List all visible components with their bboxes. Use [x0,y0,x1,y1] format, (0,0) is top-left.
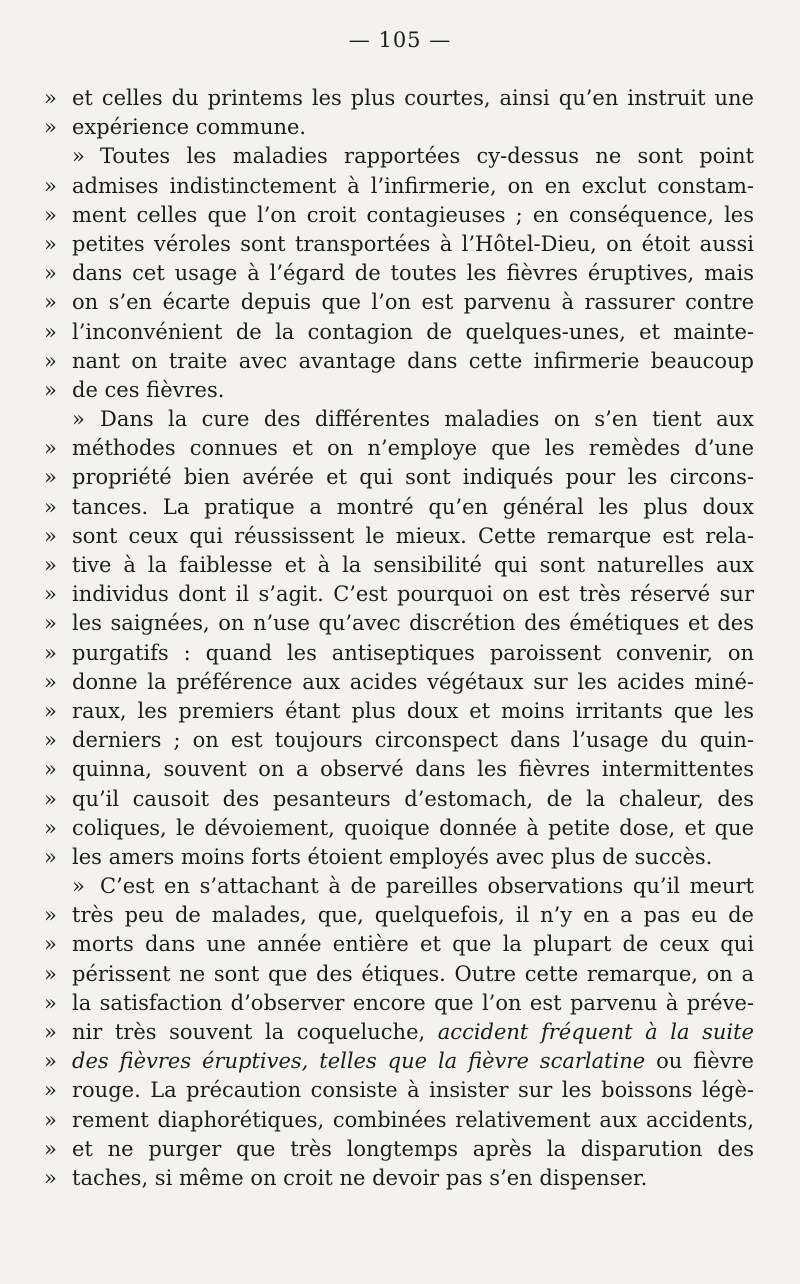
text-line [0,814,800,843]
line-text [72,172,754,201]
line-text [72,434,754,463]
line-text [72,551,754,580]
quote-mark: » [44,728,57,753]
quote-mark: » [44,582,57,607]
line-text [72,230,754,259]
line-text [72,347,754,376]
text-line [0,347,800,376]
text-line [0,142,800,171]
quote-mark: » [44,1020,57,1044]
quote-mark: » [44,786,57,811]
line-text-italic: des fièvres éruptives, telles que la fièvre scarlatine [72,1049,646,1074]
quote-mark: » [44,844,57,869]
quote-mark: » [44,436,57,461]
line-text-roman: très peu de malades, que, quelquefois, il n’y en a pas eu de [72,903,754,928]
line-text [72,609,754,638]
line-text-roman: Dans la cure des différentes maladies on s’en tient aux [100,407,754,432]
line-text-roman: nant on traite avec avantage dans cette infirmerie beaucoup [72,348,754,373]
line-text-roman: tive à la faiblesse et à la sensibilité qui sont naturelles aux [72,553,754,577]
line-text-roman: C’est en s’attachant à de pareilles observations qu’il meurt [100,874,754,899]
line-text [72,1135,754,1164]
quote-mark: » [44,669,57,694]
text-line [0,405,800,434]
line-text [72,930,754,959]
text-line [0,901,800,930]
quote-mark: » [44,611,57,636]
line-text-roman: tances. La pratique a montré qu’en général les plus doux [72,494,754,519]
line-text-roman: derniers ; on est toujours circonspect dans l’usage du quin- [72,728,754,753]
line-text [72,493,754,522]
text-line [0,522,800,551]
quote-mark: » [44,231,57,256]
line-text-roman: sont ceux qui réussissent le mieux. Cette remarque est rela- [72,523,754,548]
text-line [0,872,800,901]
quote-mark: » [44,261,57,286]
quote-mark: » [44,640,57,665]
text-line [0,230,800,259]
line-text [72,288,754,317]
quote-mark: » [72,874,85,899]
line-text [72,697,754,726]
line-text-roman: ment celles que l’on croit contagieuses ; en conséquence, les [72,202,754,227]
quote-mark: » [44,903,57,928]
page-number: — 105 — [348,28,452,52]
text-line [0,697,800,726]
text-line [0,1135,800,1164]
text-line [0,172,800,201]
text-line [0,639,800,668]
text-line [0,1164,800,1193]
line-text-roman: coliques, le dévoiement, quoique donnée à petite dose, et que [72,815,754,840]
line-text [72,960,754,989]
text-line [0,84,800,113]
line-text-roman-tail: ou fièvre [645,1049,754,1074]
line-text-roman: propriété bien avérée et qui sont indiqués pour les circons- [72,465,754,490]
line-text-roman: méthodes connues et on n’employe que les remèdes d’une [72,436,754,461]
line-text [72,463,754,492]
quote-mark: » [44,1107,57,1132]
text-line [0,463,800,492]
text-line [0,288,800,317]
quote-mark: » [44,698,57,723]
line-text [72,201,754,230]
line-text [72,376,754,405]
line-text [72,989,754,1018]
line-text-roman: les saignées, on n’use qu’avec discrétion des émétiques et des [72,611,754,636]
quote-mark: » [44,757,57,782]
quote-mark: » [72,144,85,169]
text-line [0,493,800,522]
line-text-roman: taches, si même on croit ne devoir pas s’en dispenser. [72,1165,648,1190]
text-line [0,551,800,580]
line-text-roman: quinna, souvent on a observé dans les fièvres intermittentes [72,757,754,782]
line-text-roman: la satisfaction d’observer encore que l’on est parvenu à préve- [72,990,754,1015]
line-text [72,1164,754,1193]
line-text-roman: de ces fièvres. [72,377,225,402]
line-text [72,755,754,784]
line-text [72,113,754,142]
text-line [0,668,800,697]
line-text [72,901,754,930]
quote-mark: » [44,290,57,315]
quote-mark: » [44,202,57,227]
text-line [0,580,800,609]
line-text-roman: on s’en écarte depuis que l’on est parvenu à rassurer contre [72,290,754,315]
text-line [0,1018,800,1047]
line-text [72,785,754,814]
quote-mark: » [44,1165,57,1190]
line-text [72,668,754,697]
line-text-roman: morts dans une année entière et que la plupart de ceux qui [72,932,754,957]
line-text-roman: rouge. La précaution consiste à insister sur les boissons légè- [72,1078,754,1103]
text-line [0,755,800,784]
quote-mark: » [44,553,57,577]
line-text-roman: donne la préférence aux acides végétaux sur les acides miné- [72,669,754,694]
line-text-roman: expérience commune. [72,115,307,140]
line-text-roman: rement diaphorétiques, combinées relativement aux accidents, [72,1107,754,1132]
text-line [0,726,800,755]
line-text [72,1106,754,1135]
line-text-roman: qu’il causoit des pesanteurs d’estomach, de la chaleur, des [72,786,754,811]
text-line [0,376,800,405]
line-text-roman: Toutes les maladies rapportées cy-dessus ne sont point [100,144,754,169]
line-text [72,639,754,668]
text-line [0,201,800,230]
text-line [0,318,800,347]
quote-mark: » [44,115,57,140]
line-text-roman: et ne purger que très longtemps après la disparution des [72,1136,754,1161]
quote-mark: » [44,173,57,198]
line-text-roman: périssent ne sont que des étiques. Outre cette remarque, on a [72,961,754,986]
line-text [72,84,754,113]
quote-mark: » [44,319,57,344]
text-line [0,1076,800,1105]
line-text-roman: nir très souvent la coqueluche, [72,1020,438,1044]
line-text [72,1076,754,1105]
quote-mark: » [44,990,57,1015]
quote-mark: » [44,348,57,373]
line-text [100,872,754,901]
line-text [72,318,754,347]
quote-mark: » [44,1049,57,1074]
quote-mark: » [44,1136,57,1161]
quote-mark: » [44,1078,57,1103]
line-text-roman: et celles du printems les plus courtes, ainsi qu’en instruit une [72,86,754,110]
line-text-roman: individus dont il s’agit. C’est pourquoi on est très réservé sur [72,582,754,607]
line-text [72,1018,754,1047]
quote-mark: » [44,815,57,840]
line-text-roman: les amers moins forts étoient employés avec plus de succès. [72,844,713,869]
line-text-roman: purgatifs : quand les antiseptiques paroissent convenir, on [72,640,754,665]
quote-mark: » [44,86,57,110]
line-text [72,726,754,755]
line-text [72,814,754,843]
text-line [0,1106,800,1135]
line-text-roman: dans cet usage à l’égard de toutes les fièvres éruptives, mais [72,261,754,286]
text-line [0,785,800,814]
line-text [72,1047,754,1076]
line-text [100,405,754,434]
text-line [0,930,800,959]
text-line [0,843,800,872]
line-text-roman: l’inconvénient de la contagion de quelques-unes, et mainte- [72,319,754,344]
line-text-roman: admises indistinctement à l’infirmerie, on en exclut constam- [72,173,754,198]
quote-mark: » [44,523,57,548]
text-line [0,960,800,989]
text-line [0,113,800,142]
quote-mark: » [44,961,57,986]
line-text-roman: raux, les premiers étant plus doux et moins irritants que les [72,698,754,723]
quote-mark: » [44,465,57,490]
line-text [72,843,754,872]
line-text [100,142,754,171]
line-text-italic: accident fréquent à la suite [437,1020,754,1044]
quote-mark: » [44,377,57,402]
text-line [0,259,800,288]
text-line [0,434,800,463]
line-text [72,580,754,609]
text-line [0,609,800,638]
line-text-roman: petites véroles sont transportées à l’Hôtel-Dieu, on étoit aussi [72,231,754,256]
body-text [0,84,800,1193]
line-text [72,522,754,551]
text-line [0,989,800,1018]
text-line [0,1047,800,1076]
quote-mark: » [44,494,57,519]
line-text [72,259,754,288]
quote-mark: » [72,407,85,432]
quote-mark: » [44,932,57,957]
